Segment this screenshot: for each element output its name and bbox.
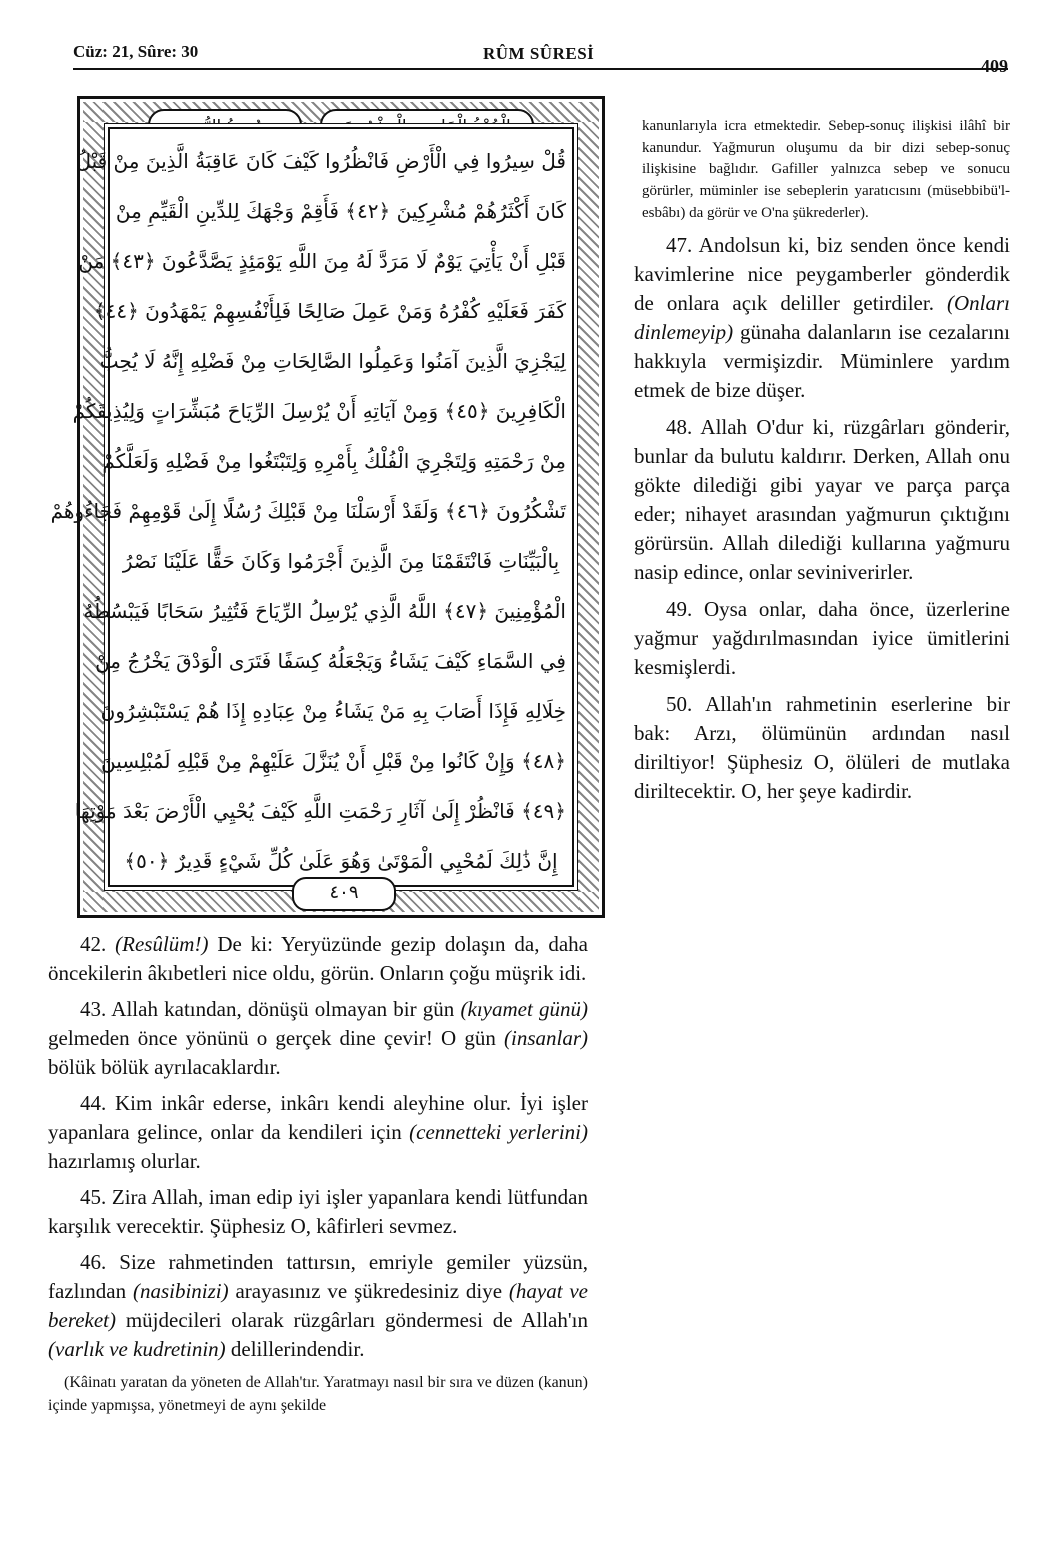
verse-note-italic: (nasibinizi) [132,1279,229,1303]
arabic-line: فِي السَّمَاءِ كَيْفَ يَشَاءُ وَيَجْعَلُهُ كِسَفًا فَتَرَى الْوَدْقَ يَخْرُجُ مِنْ [95,649,566,673]
arabic-line: خِلَالِهِ فَإِذَا أَصَابَ بِهِ مَنْ يَشَاءُ مِنْ عِبَادِهِ إِذَا هُمْ يَسْتَبْشِرُونَ [100,699,566,723]
bottom-translation-column [48,930,588,1417]
verse-note-italic: (cennetteki yerlerini) [409,1120,589,1144]
verse-50: 50. Allah'ın rahmetinin eserlerine bir bak: Arzı, ölümünün ardından nasıl diriltiyor! Şüphesiz O, ölüleri de mutlaka diriltecektir. O, her şeye kadirdir. [634,691,1010,803]
mushaf-page-frame [50,96,605,918]
arabic-line: ﴿٤٩﴾ فَانْظُرْ إِلَىٰ آثَارِ رَحْمَتِ اللَّهِ كَيْفَ يُحْيِي الْأَرْضَ بَعْدَ مَوْتِهَا [74,799,566,823]
page-number: 409 [981,56,1008,76]
commentary-paragraph: kanunlarıyla icra etmektedir. Sebep-sonuç ilişkisi ilâhî bir kanundur. Yağmurun oluşumu da bir dizi sebep-sonuç ilişkisine bağlıdır. Gafiller yalnızca sebep ve sonucu görürler, müminler ise sebeplerin yaratıcısını (müsebbibü'l-esbâbı) da görür ve O'na şükrederler). [642,118,1010,221]
verse-text: müjdecileri olarak rüzgârları göndermesi de Allah'ın [116,1308,588,1332]
verse-text: bölük bölük ayrılacaklardır. [48,1055,281,1079]
verse-text: 43. Allah katından, dönüşü olmayan bir gün [80,997,461,1021]
verse-text: 47. Andolsun ki, biz senden önce kendi kavimlerine nice peygamberler gönderdik de onlara açık deliller getirdiler. [634,232,1010,315]
footnote-commentary: (Kâinatı yaratan da yöneten de Allah'tır. Yaratmayı nasıl bir sıra ve düzen (kanun) içinde yapmışsa, yönetmeyi de aynı şekilde [48,1374,588,1414]
verse-note-italic: (varlık ve kudretinin) [48,1337,226,1361]
arabic-line: لِيَجْزِيَ الَّذِينَ آمَنُوا وَعَمِلُوا الصَّالِحَاتِ مِنْ فَضْلِهِ إِنَّهُ لَا يُحِبُّ [99,349,566,373]
arabic-line: كَانَ أَكْثَرُهُمْ مُشْرِكِينَ ﴿٤٢﴾ فَأَقِمْ وَجْهَكَ لِلدِّينِ الْقَيِّمِ مِنْ [115,199,566,223]
arabic-line: الْمُؤْمِنِينَ ﴿٤٧﴾ اللَّهُ الَّذِي يُرْسِلُ الرِّيَاحَ فَتُثِيرُ سَحَابًا فَيَبْسُطُهُ [83,599,566,623]
mushaf-page-number: ٤٠٩ [292,877,396,911]
verse-42 [48,930,588,988]
verse-note-italic: (Resûlüm!) [115,932,209,956]
arabic-line: قُلْ سِيرُوا فِي الْأَرْضِ فَانْظُرُوا كَيْفَ كَانَ عَاقِبَةُ الَّذِينَ مِنْ قَبْلُ [76,149,566,173]
verse-text: 44. Kim inkâr ederse, inkârı kendi aleyhine olur. İyi işler yapanlara gelince, onlar da kendileri için [48,1091,588,1144]
arabic-line: كَفَرَ فَعَلَيْهِ كُفْرُهُ وَمَنْ عَمِلَ صَالِحًا فَلِأَنْفُسِهِمْ يَمْهَدُونَ ﴿٤٤﴾ [93,299,566,323]
verse-note-italic: (insanlar) [504,1026,588,1050]
arabic-line: إِنَّ ذَٰلِكَ لَمُحْيِي الْمَوْتَىٰ وَهُوَ عَلَىٰ كُلِّ شَيْءٍ قَدِيرٌ ﴿٥٠﴾ [124,849,558,873]
arabic-line: قَبْلِ أَنْ يَأْتِيَ يَوْمٌ لَا مَرَدَّ لَهُ مِنَ اللَّهِ يَوْمَئِذٍ يَصَّدَّعُونَ ﴿٤٣﴾ مَنْ [78,249,566,273]
verse-note-italic: (kıyamet günü) [460,997,588,1021]
verse-46 [48,1248,588,1364]
surah-name-title: RÛM SÛRESİ [483,44,595,63]
verse-text: 42. [80,932,116,956]
arabic-line: مِنْ رَحْمَتِهِ وَلِتَجْرِيَ الْفُلْكُ بِأَمْرِهِ وَلِتَبْتَغُوا مِنْ فَضْلِهِ وَلَعَلَّكُمْ [102,449,566,473]
verse-text: hazırlamış olurlar. [48,1149,201,1173]
verse-text: 46. Size rahmetinden tattırsın, emriyle gemiler yüzsün, fazlından [48,1250,588,1303]
verse-text: gelmeden önce yönünü o gerçek dine çevir! O gün [48,1026,504,1050]
header-rule [73,68,1008,70]
arabic-lines [50,135,566,879]
arabic-line: ﴿٤٨﴾ وَإِنْ كَانُوا مِنْ قَبْلِ أَنْ يُنَزَّلَ عَلَيْهِمْ مِنْ قَبْلِهِ لَمُبْلِسِينَ [101,749,566,773]
verse-note-italic: (hayat ve bereket) [48,1279,588,1332]
verse-text: günaha dalanların ise cezalarını hakkıyla vermişizdir. Müminlere yardım etmek de bize düşer. [634,319,1010,402]
verse-note-italic: (Onları dinlemeyip) [634,290,1010,344]
verse-text: De ki: Yeryüzünde gezip dolaşın da, daha öncekilerin âkıbetleri nice oldu, görün. Onların çoğu müşrik idi. [48,932,589,985]
verse-text: delillerindendir. [225,1337,365,1361]
right-translation-column [626,116,1010,814]
verse-49: 49. Oysa onlar, daha önce, üzerlerine yağmur yağdırılmasından iyice ümitlerini kesmişlerdi. [634,596,1010,679]
juz-surah-label: Cüz: 21, Sûre: 30 [73,42,199,61]
arabic-line: الْكَافِرِينَ ﴿٤٥﴾ وَمِنْ آيَاتِهِ أَنْ يُرْسِلَ الرِّيَاحَ مُبَشِّرَاتٍ وَلِيُذِيقَكُمْ [72,399,566,423]
verse-48: 48. Allah O'dur ki, rüzgârları gönderir, bunlar da bulutu kaldırır. Derken, Allah onu gökte dilediği gibi yayar ve parça parça eder; nihayet arasından yağmurun çıktığını görürsün. Allah dilediği kullarına yağmuru nasip edince, onlar seviniverirler. [634,414,1010,584]
verse-44 [48,1089,588,1176]
verse-43 [48,995,588,1082]
verse-45: 45. Zira Allah, iman edip iyi işler yapanlara kendi lütfundan karşılık verecektir. Şüphesiz O, kâfirleri sevmez. [48,1185,588,1238]
verse-text: arayasınız ve şükredesiniz diye [228,1279,509,1303]
arabic-line: تَشْكُرُونَ ﴿٤٦﴾ وَلَقَدْ أَرْسَلْنَا مِنْ قَبْلِكَ رُسُلًا إِلَىٰ قَوْمِهِمْ فَجَاءُوهُمْ [50,499,566,523]
page-header [73,38,1008,76]
arabic-line: بِالْبَيِّنَاتِ فَانْتَقَمْنَا مِنَ الَّذِينَ أَجْرَمُوا وَكَانَ حَقًّا عَلَيْنَا نَصْرُ [122,549,560,573]
arabic-text-panel [50,127,574,887]
verse-47 [634,231,1010,405]
